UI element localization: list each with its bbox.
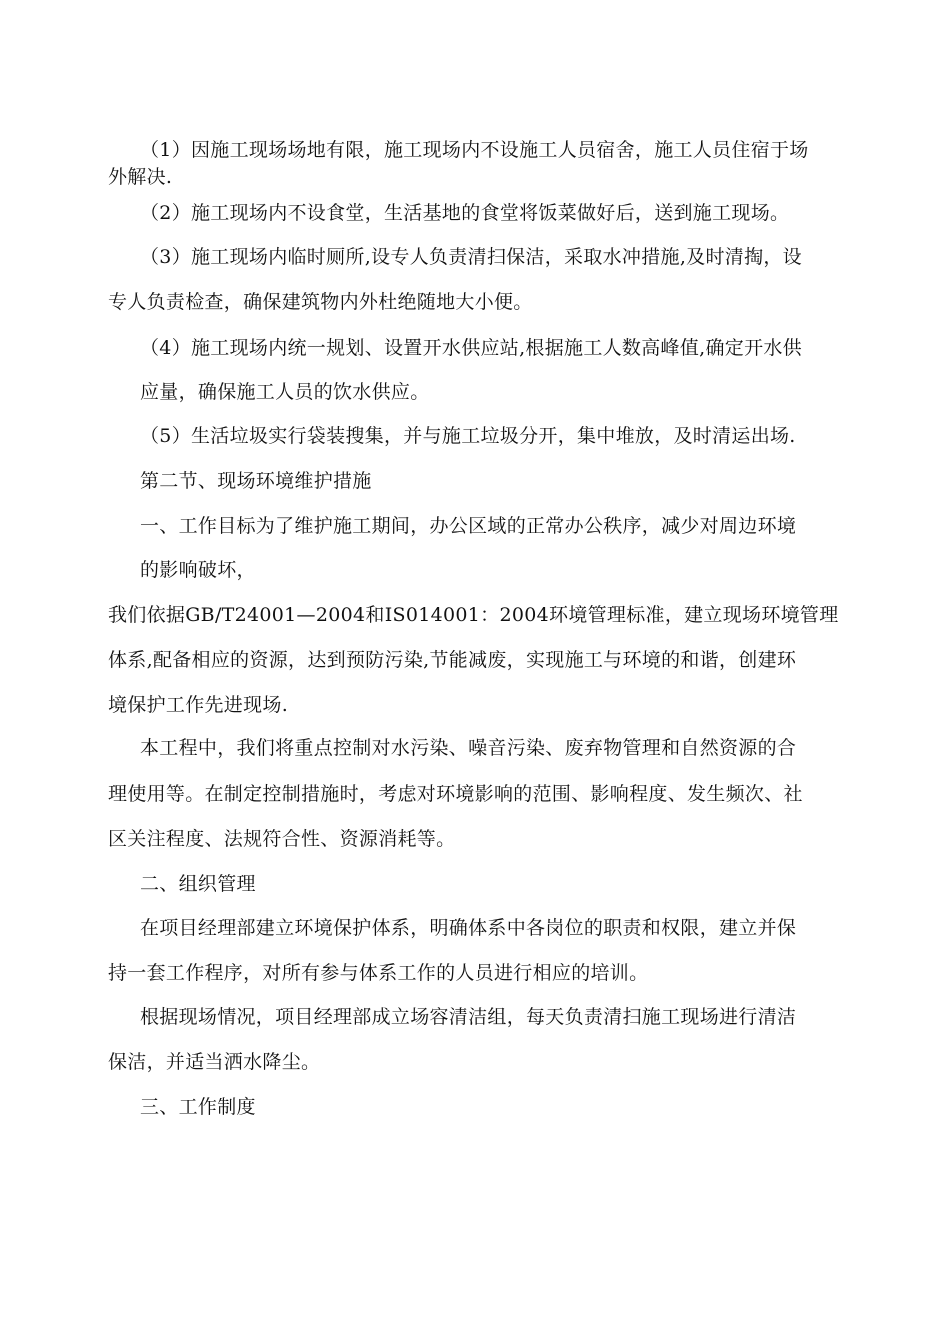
paragraph-9-line-2: 持一套工作程序，对所有参与体系工作的人员进行相应的培训。 (108, 962, 649, 984)
paragraph-4-line-2: 应量，确保施工人员的饮水供应。 (140, 381, 430, 403)
paragraph-10-line-2: 保洁，并适当洒水降尘。 (108, 1051, 321, 1073)
paragraph-10-line-1: 根据现场情况，项目经理部成立场容清洁组，每天负责清扫施工现场进行清洁 (140, 1006, 797, 1028)
paragraph-5-line-1: （5）生活垃圾实行袋装搜集，并与施工垃圾分开，集中堆放，及时清运出场. (140, 425, 796, 447)
paragraph-7-line-2: 体系,配备相应的资源，达到预防污染,节能减废，实现施工与环境的和谐，创建环 (108, 649, 797, 671)
section-heading-2: 第二节、现场环境维护措施 (140, 470, 372, 492)
paragraph-8-line-3: 区关注程度、法规符合性、资源消耗等。 (108, 828, 456, 850)
paragraph-3-line-2: 专人负责检查，确保建筑物内外杜绝随地大小便。 (108, 291, 533, 313)
paragraph-4-line-1: （4）施工现场内统一规划、设置开水供应站,根据施工人数高峰值,确定开水供 (140, 337, 802, 359)
paragraph-3-line-1: （3）施工现场内临时厕所,设专人负责清扫保洁，采取水冲措施,及时清掏，设 (140, 246, 802, 268)
paragraph-6-line-2: 的影响破坏， (140, 559, 256, 581)
subheading-organization: 二、组织管理 (140, 873, 256, 895)
paragraph-1-line-2: 外解决. (108, 166, 173, 188)
paragraph-6-line-1: 一、工作目标为了维护施工期间，办公区域的正常办公秩序，减少对周边环境 (140, 515, 797, 537)
paragraph-7-line-3: 境保护工作先进现场. (108, 694, 289, 716)
paragraph-9-line-1: 在项目经理部建立环境保护体系，明确体系中各岗位的职责和权限，建立并保 (140, 917, 797, 939)
paragraph-7-line-1: 我们依据GB/T24001—2004和IS014001：2004环境管理标准，建立现场环境管理 (108, 604, 839, 626)
paragraph-8-line-1: 本工程中，我们将重点控制对水污染、噪音污染、废弃物管理和自然资源的合 (140, 737, 797, 759)
subheading-work-system: 三、工作制度 (140, 1096, 256, 1118)
paragraph-2-line-1: （2）施工现场内不设食堂，生活基地的食堂将饭菜做好后，送到施工现场。 (140, 202, 790, 224)
paragraph-1-line-1: （1）因施工现场场地有限，施工现场内不设施工人员宿舍，施工人员住宿于场 (140, 139, 809, 161)
paragraph-8-line-2: 理使用等。在制定控制措施时，考虑对环境影响的范围、影响程度、发生频次、社 (108, 783, 803, 805)
